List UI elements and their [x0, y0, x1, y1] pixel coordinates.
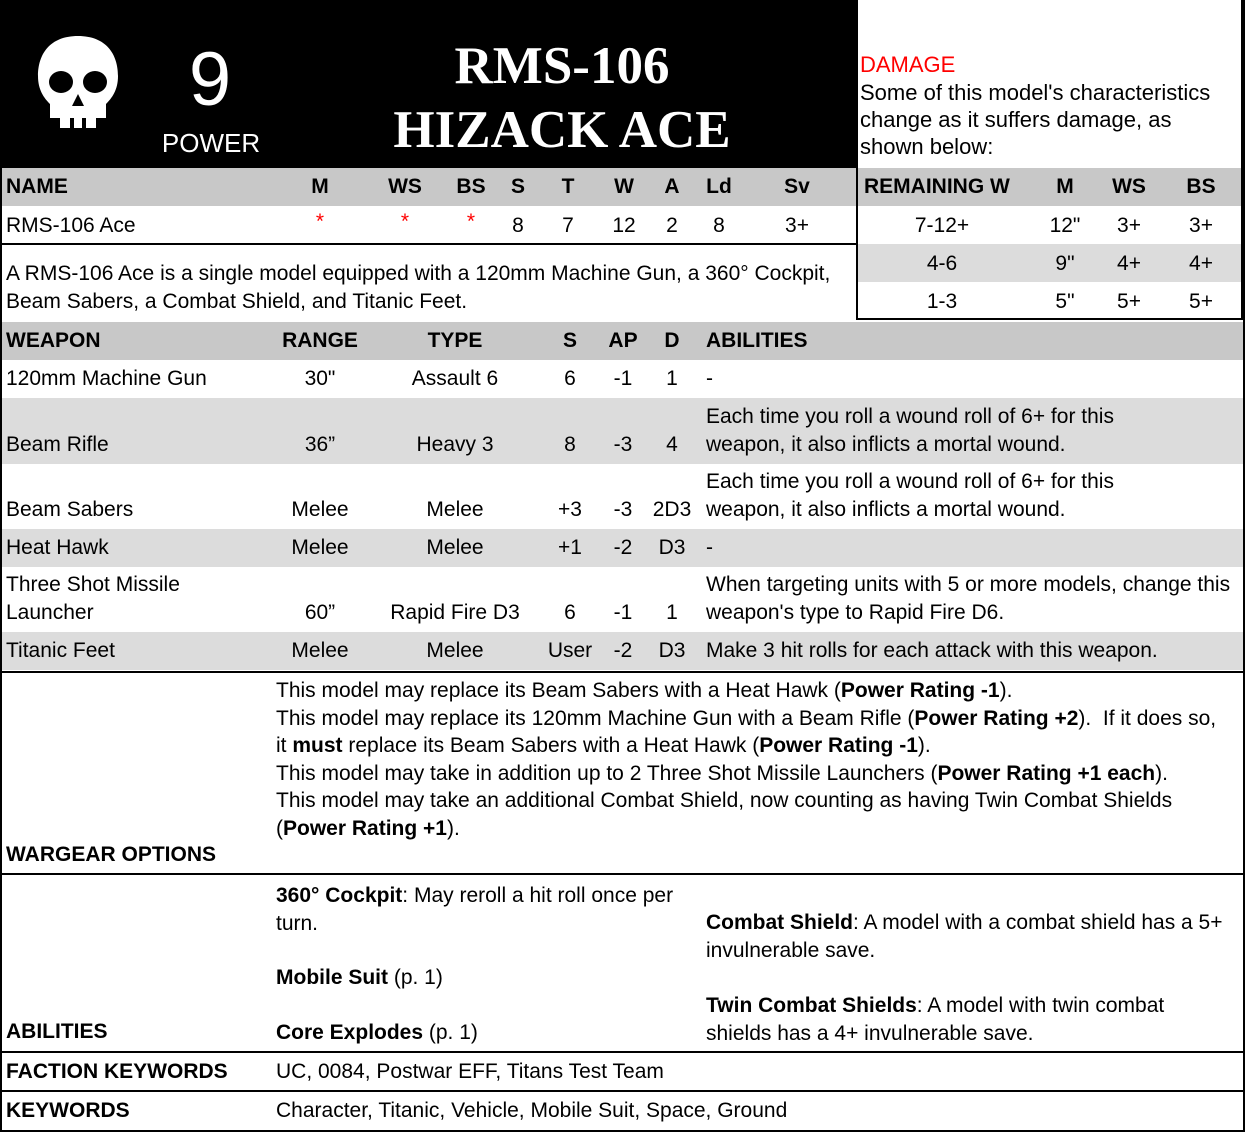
- weapon-header-range: RANGE: [282, 329, 358, 352]
- weapon-3-ap: -3: [613, 498, 633, 521]
- weapon-3-abilities: Each time you roll a wound roll of 6+ for this weapon, it also inflicts a mortal wound.: [706, 470, 1114, 521]
- profile-header-w: W: [614, 175, 634, 198]
- profile-bs: *: [466, 210, 476, 233]
- profile-a: 2: [666, 214, 678, 237]
- profile-sv: 3+: [785, 214, 809, 237]
- divider: [0, 243, 856, 245]
- weapon-2-range: 36”: [304, 433, 336, 456]
- weapon-6-type: Melee: [426, 639, 484, 662]
- profile-header-ld: Ld: [706, 175, 732, 198]
- profile-ws: *: [400, 210, 410, 233]
- weapon-3-type: Melee: [426, 498, 484, 521]
- weapon-header-ap: AP: [608, 329, 638, 352]
- weapon-5-d: 1: [666, 601, 678, 624]
- ability-cockpit: 360° Cockpit: May reroll a hit roll once per turn.: [276, 884, 674, 935]
- unit-title-line2: HIZACK ACE: [393, 101, 731, 159]
- weapon-5-range: 60”: [304, 601, 336, 624]
- damage-header-ws: WS: [1112, 175, 1146, 198]
- damage-row-1-bs: 3+: [1189, 214, 1213, 237]
- weapon-5-type: Rapid Fire D3: [390, 601, 520, 624]
- damage-header-m: M: [1056, 175, 1074, 198]
- weapon-2-s: 8: [564, 433, 576, 456]
- weapon-1-name: 120mm Machine Gun: [6, 367, 207, 390]
- ability-core-explodes: Core Explodes (p. 1): [276, 1021, 478, 1044]
- weapon-1-range: 30": [304, 367, 336, 390]
- weapon-header-type: TYPE: [427, 329, 483, 352]
- weapon-2-ap: -3: [613, 433, 633, 456]
- weapon-5-s: 6: [564, 601, 576, 624]
- divider: [0, 873, 1245, 875]
- weapon-4-name: Heat Hawk: [6, 536, 109, 559]
- weapon-1-s: 6: [564, 367, 576, 390]
- weapon-3-s: +3: [558, 498, 582, 521]
- ability-mobile-suit: Mobile Suit (p. 1): [276, 966, 443, 989]
- damage-header-bs: BS: [1186, 175, 1216, 198]
- weapon-2-d: 4: [666, 433, 678, 456]
- damage-row-2-ws: 4+: [1117, 252, 1141, 275]
- power-label: POWER: [161, 128, 261, 158]
- profile-header-t: T: [561, 175, 575, 198]
- profile-t: 7: [562, 214, 574, 237]
- damage-row-1-ws: 3+: [1117, 214, 1141, 237]
- profile-header-s: S: [510, 175, 525, 198]
- wargear-option-1: This model may replace its Beam Sabers with a Heat Hawk (Power Rating -1).: [276, 679, 1013, 702]
- weapon-3-name: Beam Sabers: [6, 498, 134, 521]
- damage-row-1-m: 12": [1049, 214, 1081, 237]
- unit-title-line1: RMS-106: [454, 37, 670, 95]
- profile-header-ws: WS: [388, 175, 422, 198]
- weapon-6-name: Titanic Feet: [6, 639, 115, 662]
- ability-combat-shield: Combat Shield: A model with a combat shield has a 5+ invulnerable save.: [706, 911, 1223, 962]
- profile-name: RMS-106 Ace: [6, 214, 136, 237]
- profile-header-a: A: [664, 175, 680, 198]
- wargear-option-2: This model may replace its 120mm Machine Gun with a Beam Rifle (Power Rating +2). If it does so, it must replace its Beam Sabers with a Heat Hawk (Power Rating -1).: [276, 706, 1222, 757]
- weapon-header-weapon: WEAPON: [6, 329, 101, 352]
- divider: [0, 1090, 1245, 1092]
- keywords-label: KEYWORDS: [6, 1099, 130, 1122]
- weapon-4-type: Melee: [426, 536, 484, 559]
- title-banner: [0, 0, 856, 168]
- faction-keywords-value: UC, 0084, Postwar EFF, Titans Test Team: [276, 1060, 664, 1083]
- damage-row-3-m: 5": [1055, 290, 1075, 313]
- profile-header-m: M: [311, 175, 329, 198]
- weapon-1-d: 1: [666, 367, 678, 390]
- wargear-option-4: This model may take an additional Combat Shield, now counting as having Twin Combat Shields (Power Rating +1).: [276, 789, 1173, 840]
- profile-s: 8: [512, 214, 524, 237]
- weapon-1-ap: -1: [613, 367, 633, 390]
- divider: [0, 1051, 1245, 1053]
- damage-row-3-bs: 5+: [1189, 290, 1213, 313]
- weapon-4-d: D3: [658, 536, 686, 559]
- damage-row-2-m: 9": [1055, 252, 1075, 275]
- weapon-1-abilities: -: [706, 367, 713, 390]
- damage-row-2-bs: 4+: [1189, 252, 1213, 275]
- weapon-4-ap: -2: [613, 536, 633, 559]
- weapon-3-range: Melee: [291, 498, 349, 521]
- keywords-value: Character, Titanic, Vehicle, Mobile Suit, Space, Ground: [276, 1099, 788, 1122]
- weapon-header-s: S: [562, 329, 577, 352]
- weapon-4-range: Melee: [291, 536, 349, 559]
- weapon-6-abilities: Make 3 hit rolls for each attack with this weapon.: [706, 639, 1158, 662]
- weapon-header-abilities: ABILITIES: [706, 329, 808, 352]
- power-value: 9: [188, 37, 232, 122]
- divider: [0, 671, 1245, 673]
- wargear-label: WARGEAR OPTIONS: [6, 843, 217, 866]
- weapon-header-d: D: [664, 329, 680, 352]
- skull-icon: [30, 32, 126, 140]
- weapon-3-d: 2D3: [652, 498, 692, 521]
- profile-header-bs: BS: [456, 175, 486, 198]
- ability-twin-combat-shields: Twin Combat Shields: A model with twin combat shields has a 4+ invulnerable save.: [706, 994, 1165, 1045]
- profile-ld: 8: [713, 214, 725, 237]
- profile-header-name: NAME: [6, 175, 68, 198]
- damage-row-2-w: 4-6: [926, 252, 958, 275]
- weapon-2-name: Beam Rifle: [6, 433, 109, 456]
- weapon-5-ap: -1: [613, 601, 633, 624]
- damage-row-1-w: 7-12+: [914, 214, 970, 237]
- weapon-6-s: User: [547, 639, 593, 662]
- weapon-2-type: Heavy 3: [416, 433, 494, 456]
- wargear-options: [276, 677, 1226, 842]
- weapon-6-d: D3: [658, 639, 686, 662]
- damage-row-3-ws: 5+: [1117, 290, 1141, 313]
- abilities-label: ABILITIES: [6, 1020, 108, 1043]
- weapon-2-abilities: Each time you roll a wound roll of 6+ for this weapon, it also inflicts a mortal wound.: [706, 405, 1114, 456]
- profile-header-sv: Sv: [784, 175, 810, 198]
- profile-m: *: [315, 210, 325, 233]
- weapon-6-ap: -2: [613, 639, 633, 662]
- weapon-4-s: +1: [558, 536, 582, 559]
- damage-description: Some of this model's characteristics change as it suffers damage, as shown below:: [860, 80, 1211, 159]
- faction-keywords-label: FACTION KEYWORDS: [6, 1060, 228, 1083]
- weapon-4-abilities: -: [706, 536, 713, 559]
- damage-header-remaining-w: REMAINING W: [864, 175, 1010, 198]
- damage-label: DAMAGE: [860, 52, 956, 77]
- weapon-1-type: Assault 6: [411, 367, 499, 390]
- profile-description: A RMS-106 Ace is a single model equipped with a 120mm Machine Gun, a 360° Cockpit, Beam Sabers, a Combat Shield, and Titanic Feet.: [6, 262, 831, 313]
- profile-w: 12: [612, 214, 636, 237]
- wargear-option-3: This model may take in addition up to 2 Three Shot Missile Launchers (Power Rating +1 each).: [276, 761, 1168, 785]
- weapon-5-abilities: When targeting units with 5 or more models, change this weapon's type to Rapid Fire D6.: [706, 573, 1231, 624]
- weapon-5-name: Three Shot Missile Launcher: [6, 573, 180, 624]
- damage-row-3-w: 1-3: [926, 290, 958, 313]
- weapon-6-range: Melee: [291, 639, 349, 662]
